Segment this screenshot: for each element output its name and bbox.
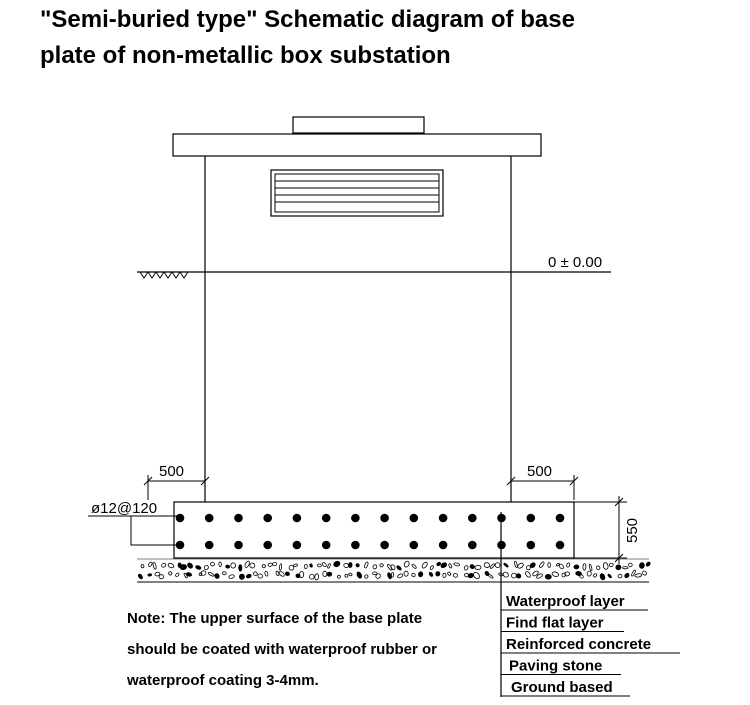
gravel-stone [472,571,480,580]
gravel-stone [593,573,597,578]
gravel-stone [629,563,633,567]
gravel-stone [195,565,201,570]
gravel-stone [148,573,152,576]
gravel-stone [599,573,605,581]
gravel-stone [372,564,377,569]
gravel-stone [421,561,428,569]
gravel-stone [268,562,273,566]
gravel-stone [397,573,403,579]
layer-callouts [501,593,680,696]
gravel-stone [396,565,402,571]
gravel-stone [344,574,348,578]
gravel-stone [214,573,220,579]
gravel-stone [257,573,263,578]
title-line-1: "Semi-buried type" Schematic diagram of base [40,6,575,33]
rebar-dot [527,541,536,550]
gravel-stone [596,565,601,570]
gravel-stone [161,563,167,568]
gravel-stone [222,572,226,575]
rebar-dot [234,541,243,550]
gravel-stone [532,570,539,577]
gravel-stone [503,563,508,568]
rebar-dot [439,514,448,523]
gravel-stone [440,562,447,569]
rebar-label: ø12@120 [91,500,158,517]
gravel-stone [429,572,434,577]
rebar-dot [263,541,272,550]
layer-label: Reinforced concrete [506,636,652,653]
gravel-stone [187,562,194,569]
gravel-stone [137,573,143,579]
gravel-stone [615,564,622,571]
layer-label: Paving stone [509,657,603,675]
gravel-stone [464,565,469,571]
gravel-stone [239,565,242,572]
gravel-stone [403,560,410,567]
note-line-3: waterproof coating 3-4mm. [127,672,319,689]
base-plate [174,502,574,558]
thickness-dimension [574,496,627,564]
rebar-dot [410,514,419,523]
gravel-stone [364,562,369,569]
rebar-dot [439,541,448,550]
gravel-stone [167,563,174,569]
gravel-stone [219,562,222,567]
gravel-stone [587,571,591,576]
gravel-stone [279,564,282,571]
gravel-stone [327,563,331,568]
gravel-stone [391,572,394,577]
note-block [127,603,507,696]
gravel-stone [309,563,312,567]
gravel-stone [645,561,651,567]
gravel-stone [262,564,266,568]
gravel-stone [642,570,648,576]
gravel-stone [453,573,458,578]
gravel-stone [272,562,277,566]
layer-label: Waterproof layer [506,593,625,610]
gravel-stone [639,562,644,568]
gravel-stone [348,562,352,567]
gravel-stone [603,562,609,570]
rebar-leader [88,516,180,545]
gravel-stone [631,570,636,577]
gravel-stone [249,562,256,569]
gravel-stone [210,562,215,566]
gravel-stone [443,573,446,578]
gravel-stone [635,573,642,577]
gravel-stone [488,574,494,579]
gravel-stone [524,571,531,578]
gravel-stone [490,563,496,569]
roof-cap [293,117,424,133]
gravel-stone [375,573,381,579]
gravel-stone [231,563,236,569]
gravel-stone [390,564,396,570]
gravel-stone [141,564,144,568]
gravel-layer [137,560,651,580]
rebar-dot [234,514,243,523]
gravel-stone [228,574,234,579]
gravel-stone [304,564,308,569]
gravel-stone [314,574,319,581]
gravel-stone [561,572,566,577]
layer-label: Find flat layer [506,614,604,632]
gravel-stone [148,561,153,567]
gravel-stone [293,564,298,567]
right-offset-label: 500 [527,463,553,480]
gravel-stone [411,564,416,570]
gravel-stone [469,564,475,570]
note-line-2: should be coated with waterproof rubber or [127,641,438,658]
note-line-1: Note: The upper surface of the base plate [127,610,423,627]
gravel-stone [448,563,452,568]
gravel-stone [239,573,246,580]
gravel-stone [380,563,384,567]
gravel-stone [404,571,408,576]
gravel-stone [552,571,560,577]
gravel-stone [175,572,180,577]
gravel-stone [225,565,230,569]
gravel-stone [607,574,611,579]
gravel-stone [203,565,209,571]
gravel-stone [264,571,268,577]
gravel-stone [418,571,423,577]
gravel-stone [323,571,327,577]
gravel-stone [337,575,341,579]
gravel-stone [285,571,290,576]
rebar-dot [205,514,214,523]
rebar-dot [380,514,389,523]
roof-slab [173,134,541,156]
gravel-stone [589,564,593,571]
gravel-stone [309,574,314,580]
gravel-stone [558,563,564,569]
rebar-dot [205,541,214,550]
gravel-stone [430,565,434,570]
gravel-stone [447,571,451,575]
rebar-dot [176,514,185,523]
rebar-dot [527,514,536,523]
gravel-stone [454,562,460,566]
gravel-stone [364,574,368,578]
gravel-stone [468,573,474,579]
gravel-stone [622,567,628,569]
gravel-stone [253,571,258,576]
rebar-dot [380,541,389,550]
rebar-dot [351,541,360,550]
rebar-dot [556,514,565,523]
gravel-stone [517,562,524,569]
gravel-stone [246,574,252,579]
gravel-stone [208,572,215,577]
gravel-stone [583,564,586,571]
gravel-stone [159,575,164,579]
rebar-dot [468,514,477,523]
gravel-stone [484,562,491,568]
plate-thickness-label: 550 [624,517,641,543]
gravel-stone [356,571,362,579]
layer-label: Ground based [511,679,613,696]
gravel-stone [348,573,352,577]
gravel-stone [475,565,481,570]
gravel-stone [609,563,614,567]
gravel-stone [574,565,579,569]
rebar-dot [322,541,331,550]
gravel-stone [548,563,551,568]
gravel-stone [278,571,285,578]
rebar-dot [322,514,331,523]
gravel-stone [411,573,416,578]
rebar-dot [556,541,565,550]
gravel-stone [575,571,581,576]
rebar-dot [468,541,477,550]
gravel-stone [502,571,509,578]
left-offset-label: 500 [159,463,185,480]
gravel-stone [536,573,543,579]
gravel-stone [495,562,501,568]
gravel-stone [435,571,440,576]
gravel-stone [566,562,570,567]
rebar-dot [351,514,360,523]
gravel-stone [321,562,327,568]
rebar-dot [293,514,302,523]
gravel-stone [618,574,622,578]
gravel-stone [624,572,630,578]
ground-hatch [140,272,188,278]
ground-level-label: 0 ± 0.00 [548,254,603,271]
gravel-stone [317,564,321,567]
rebar-dot [293,541,302,550]
gravel-stone [168,571,172,575]
gravel-stone [539,561,545,568]
gravel-stone [355,563,360,568]
louver-vent [271,170,443,216]
rebar-dot [410,541,419,550]
gravel-stone [327,572,332,577]
title-line-2: plate of non-metallic box substation [40,42,451,69]
gravel-stone [515,573,521,579]
gravel-stone [333,560,341,567]
gravel-stone [244,560,250,568]
gravel-stone [545,574,551,579]
gravel-stone [152,562,156,569]
rebar-dot [263,514,272,523]
